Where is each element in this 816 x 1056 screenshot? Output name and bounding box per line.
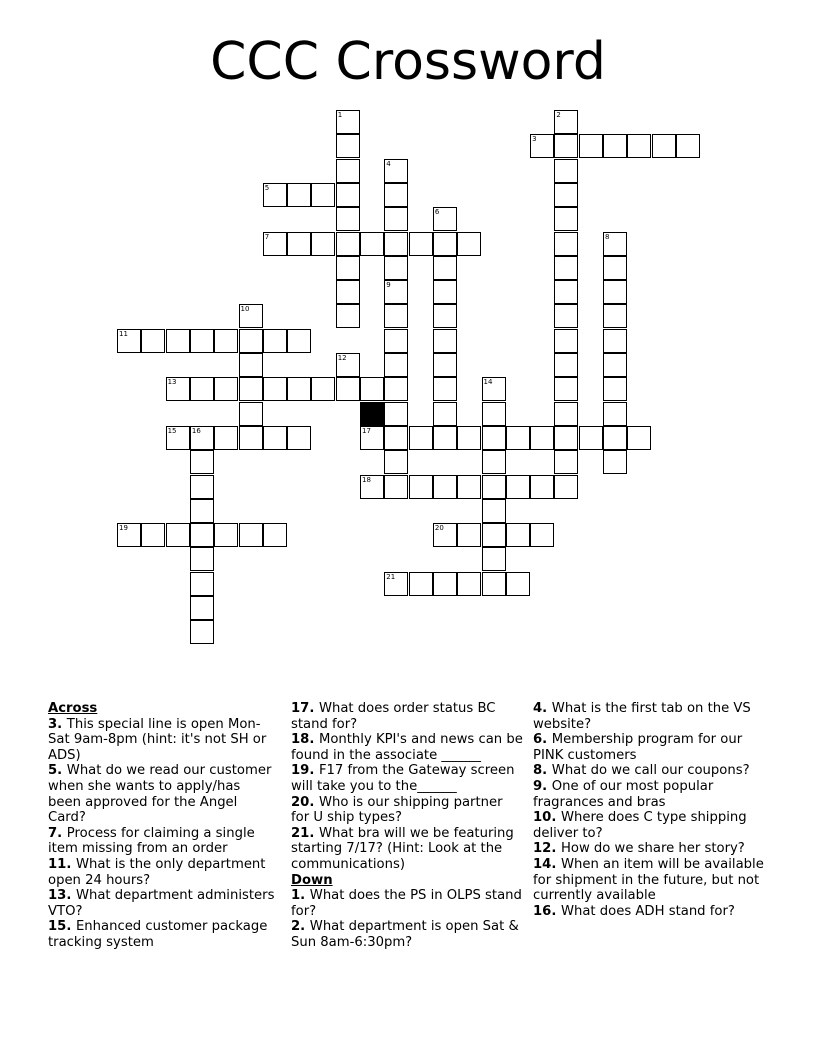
grid-cell[interactable] [457,523,481,547]
grid-cell[interactable] [554,134,578,158]
grid-cell[interactable] [190,620,214,644]
clue [533,810,769,841]
clues-column-3 [533,701,769,919]
grid-cell[interactable] [627,134,651,158]
down-clue-list [291,888,523,950]
across-heading: Across [48,701,98,716]
grid-cell[interactable] [627,426,651,450]
grid-cell[interactable] [214,377,238,401]
grid-cell[interactable] [360,475,384,499]
grid-cell[interactable] [482,475,506,499]
grid-cell[interactable] [190,572,214,596]
clue-number: 12 [337,354,347,362]
grid-cell[interactable] [554,329,578,353]
clue [533,701,769,732]
grid-cell[interactable] [554,304,578,328]
grid-cell[interactable] [409,572,433,596]
clue-number-label: 9. [533,778,552,794]
clue [533,779,769,810]
clue-number-label: 18. [291,732,319,748]
grid-cell[interactable] [554,207,578,231]
grid-cell[interactable] [263,426,287,450]
clue-text: Process for claiming a single item missing from an order [48,825,255,857]
grid-cell[interactable] [214,329,238,353]
clue-text: What does the PS in OLPS stand for? [291,888,522,919]
grid-cell[interactable] [287,377,311,401]
grid-cell[interactable] [482,499,506,523]
across-clue-list-continued [291,701,523,873]
clue-text: What do we call our coupons? [551,763,750,779]
clue-text: What bra will we be featuring starting 7/17? (Hint: Look at the communications) [291,825,514,872]
grid-cell[interactable] [384,426,408,450]
grid-cell[interactable] [457,426,481,450]
grid-cell[interactable] [336,207,360,231]
clue [48,826,276,857]
grid-cell[interactable] [433,353,457,377]
clue-number: 15 [167,426,177,435]
clue [48,888,276,919]
clue-text: What department is open Sat & Sun 8am-6:30pm? [291,919,519,950]
clue [533,841,769,857]
grid-cell[interactable] [311,377,335,401]
grid-cell[interactable] [384,353,408,377]
grid-cell[interactable] [554,256,578,280]
grid-cell[interactable] [384,450,408,474]
grid-cell[interactable] [336,110,360,134]
grid-cell[interactable] [214,523,238,547]
grid-cell[interactable] [166,329,190,353]
grid-cell[interactable] [190,450,214,474]
grid-cell[interactable] [554,426,578,450]
grid-cell[interactable] [603,134,627,158]
grid-cell[interactable] [336,377,360,401]
grid-cell[interactable] [603,353,627,377]
grid-cell[interactable] [239,304,263,328]
clue-text: What is the first tab on the VS website? [533,701,751,732]
grid-cell[interactable] [603,232,627,256]
grid-cell[interactable] [603,304,627,328]
clues-column-2 [291,701,523,951]
grid-cell[interactable] [554,353,578,377]
clue-text: What do we read our customer when she wants to apply/has been approved for the Angel Card? [48,763,272,826]
grid-cell[interactable] [263,232,287,256]
page-title: CCC Crossword [210,32,606,92]
grid-cell[interactable] [603,256,627,280]
clue-number-label: 5. [48,763,67,779]
grid-cell[interactable] [117,329,141,353]
clue-number: 9 [386,281,391,290]
grid-cell[interactable] [384,377,408,401]
clues-column-1 [48,701,276,951]
grid-cell[interactable] [384,183,408,207]
clue-number: 20 [434,524,444,533]
grid-cell[interactable] [603,426,627,450]
clue-text: F17 from the Gateway screen will take you to the______ [291,763,515,794]
across-clue-list [48,717,276,951]
grid-cell[interactable] [287,183,311,207]
grid-cell[interactable] [409,426,433,450]
grid-cell[interactable] [482,426,506,450]
grid-cell[interactable] [482,377,506,401]
clue-number-label: 14. [533,856,561,872]
grid-cell[interactable] [336,232,360,256]
clue-number-label: 6. [533,732,552,748]
grid-cell[interactable] [554,377,578,401]
grid-cell[interactable] [263,183,287,207]
grid-cell[interactable] [652,134,676,158]
clue [291,919,523,950]
clue [48,717,276,764]
clue [48,857,276,888]
grid-cell[interactable] [603,280,627,304]
grid-cell[interactable] [506,523,530,547]
clue-number-label: 3. [48,716,67,732]
grid-cell[interactable] [336,256,360,280]
grid-cell[interactable] [239,426,263,450]
clue-number: 6 [434,208,440,217]
clue-number: 10 [240,305,250,314]
grid-cell[interactable] [336,304,360,328]
clue-number: 14 [483,378,493,387]
clue-number: 19 [119,524,128,533]
grid-cell[interactable] [336,183,360,207]
grid-cell[interactable] [603,450,627,474]
grid-cell[interactable] [433,523,457,547]
grid-cell[interactable] [384,159,408,183]
clue [291,795,523,826]
grid-cell[interactable] [433,207,457,231]
grid-cell[interactable] [166,426,190,450]
grid-cell[interactable] [117,523,141,547]
down-heading: Down [291,872,333,888]
grid-cell[interactable] [433,377,457,401]
grid-cell[interactable] [166,523,190,547]
grid-cell[interactable] [239,377,263,401]
clue-number: 11 [119,329,128,338]
grid-cell[interactable] [239,329,263,353]
clue-number: 21 [386,572,396,581]
clue-number: 3 [532,135,537,144]
clue-text: Membership program for our PINK customers [533,732,743,763]
grid-cell[interactable] [384,207,408,231]
clue-number-label: 17. [291,701,319,716]
grid-cell[interactable] [190,475,214,499]
grid-cell[interactable] [554,183,578,207]
clue-number-label: 21. [291,825,319,841]
clue [533,904,769,920]
clue-number-label: 15. [48,919,76,935]
grid-cell[interactable] [506,426,530,450]
grid-cell[interactable] [384,280,408,304]
grid-cell[interactable] [457,572,481,596]
grid-cell[interactable] [433,426,457,450]
clue-number-label: 4. [533,701,552,716]
grid-cell[interactable] [530,475,554,499]
grid-cell[interactable] [433,304,457,328]
clue [291,888,523,919]
grid-cell[interactable] [190,426,214,450]
grid-cell[interactable] [239,353,263,377]
clue-number: 8 [605,232,610,241]
grid-cell[interactable] [554,110,578,134]
grid-cell[interactable] [287,232,311,256]
grid-cell[interactable] [384,475,408,499]
clue-text: When an item will be available for shipment in the future, but not currently available [533,856,764,904]
grid-cell[interactable] [554,159,578,183]
grid-cell[interactable] [457,475,481,499]
grid-cell[interactable] [263,329,287,353]
clue-number: 17 [362,426,371,435]
grid-cell[interactable] [433,475,457,499]
clue-text: Who is our shipping partner for U ship types? [291,794,503,826]
clue-number: 18 [362,475,371,484]
grid-cell[interactable] [166,377,190,401]
grid-cell[interactable] [433,402,457,426]
grid-cell[interactable] [676,134,700,158]
clue-number: 7 [264,232,270,241]
grid-cell[interactable] [336,353,360,377]
grid-cell[interactable] [263,377,287,401]
clue-number-label: 2. [291,919,310,935]
grid-cell[interactable] [482,547,506,571]
clue-number-label: 12. [533,841,561,857]
grid-cell[interactable] [263,523,287,547]
clue-number: 1 [337,111,343,119]
grid-cell[interactable] [384,232,408,256]
clue-number: 4 [386,159,391,168]
grid-cell[interactable] [384,402,408,426]
grid-cell[interactable] [190,596,214,620]
clue [533,857,769,904]
clue-text: How do we share her story? [560,841,745,857]
grid-cell[interactable] [530,523,554,547]
clue-number-label: 16. [533,903,561,919]
clue-number: 13 [167,378,177,387]
grid-cell[interactable] [409,475,433,499]
clue-number-label: 13. [48,888,76,904]
grid-cell[interactable] [384,256,408,280]
clue-number-label: 7. [48,825,67,841]
grid-cell[interactable] [239,523,263,547]
grid-cell[interactable] [603,377,627,401]
grid-cell[interactable] [214,426,238,450]
clue-number-label: 19. [291,763,319,779]
clue [533,732,769,763]
grid-cell[interactable] [239,402,263,426]
down-clue-list-continued [533,701,769,919]
grid-cell[interactable] [384,304,408,328]
grid-cell[interactable] [141,523,165,547]
clue-number-label: 1. [291,888,310,904]
grid-cell[interactable] [579,134,603,158]
grid-cell[interactable] [482,402,506,426]
grid-cell[interactable] [579,426,603,450]
clue-number: 16 [191,426,201,435]
grid-cell[interactable] [554,280,578,304]
grid-cell[interactable] [554,475,578,499]
grid-cell[interactable] [360,426,384,450]
clue-text: What does ADH stand for? [560,903,735,919]
clue [291,701,523,732]
grid-cell[interactable] [482,450,506,474]
clue-text: One of our most popular fragrances and bras [533,778,714,810]
grid-cell[interactable] [336,134,360,158]
grid-cell[interactable] [336,159,360,183]
grid-cell[interactable] [311,232,335,256]
grid-cell[interactable] [311,183,335,207]
clue-number-label: 20. [291,794,319,810]
grid-cell[interactable] [457,232,481,256]
grid-cell[interactable] [384,572,408,596]
clue [48,763,276,825]
clue-text: Where does C type shipping deliver to? [533,810,747,841]
clue-number: 2 [556,111,561,119]
grid-cell[interactable] [530,134,554,158]
grid-cell[interactable] [190,329,214,353]
clue [291,732,523,763]
grid-cell[interactable] [360,377,384,401]
grid-cell[interactable] [190,547,214,571]
grid-cell[interactable] [433,256,457,280]
black-cell [360,402,384,426]
grid-cell[interactable] [506,475,530,499]
grid-cell[interactable] [336,280,360,304]
clue-text: What department administers VTO? [48,888,275,919]
grid-cell[interactable] [190,499,214,523]
clue [533,763,769,779]
grid-cell[interactable] [554,450,578,474]
grid-cell[interactable] [433,232,457,256]
grid-cell[interactable] [554,402,578,426]
grid-cell[interactable] [409,232,433,256]
clue-text: What does order status BC stand for? [291,701,496,732]
grid-cell[interactable] [433,329,457,353]
clue [291,763,523,794]
grid-cell[interactable] [190,523,214,547]
clue-number-label: 8. [533,763,552,779]
grid-cell[interactable] [433,280,457,304]
grid-cell[interactable] [287,426,311,450]
grid-cell[interactable] [603,329,627,353]
grid-cell[interactable] [603,402,627,426]
clue-number-label: 11. [48,856,76,872]
grid-cell[interactable] [360,232,384,256]
grid-cell[interactable] [384,329,408,353]
grid-cell[interactable] [141,329,165,353]
clue-text: This special line is open Mon-Sat 9am-8pm (hint: it's not SH or ADS) [48,716,267,763]
grid-cell[interactable] [482,523,506,547]
grid-cell[interactable] [287,329,311,353]
clue-number-label: 10. [533,810,561,826]
grid-cell[interactable] [190,377,214,401]
clue [291,826,523,873]
clue-text: Enhanced customer package tracking system [48,919,268,950]
clue [48,919,276,950]
grid-cell[interactable] [506,572,530,596]
grid-cell[interactable] [482,572,506,596]
clue-text: What is the only department open 24 hours? [48,856,266,888]
clue-number: 5 [264,183,270,192]
clue-text: Monthly KPI's and news can be found in the associate ______ [291,732,523,763]
grid-cell[interactable] [554,232,578,256]
grid-cell[interactable] [530,426,554,450]
grid-cell[interactable] [433,572,457,596]
